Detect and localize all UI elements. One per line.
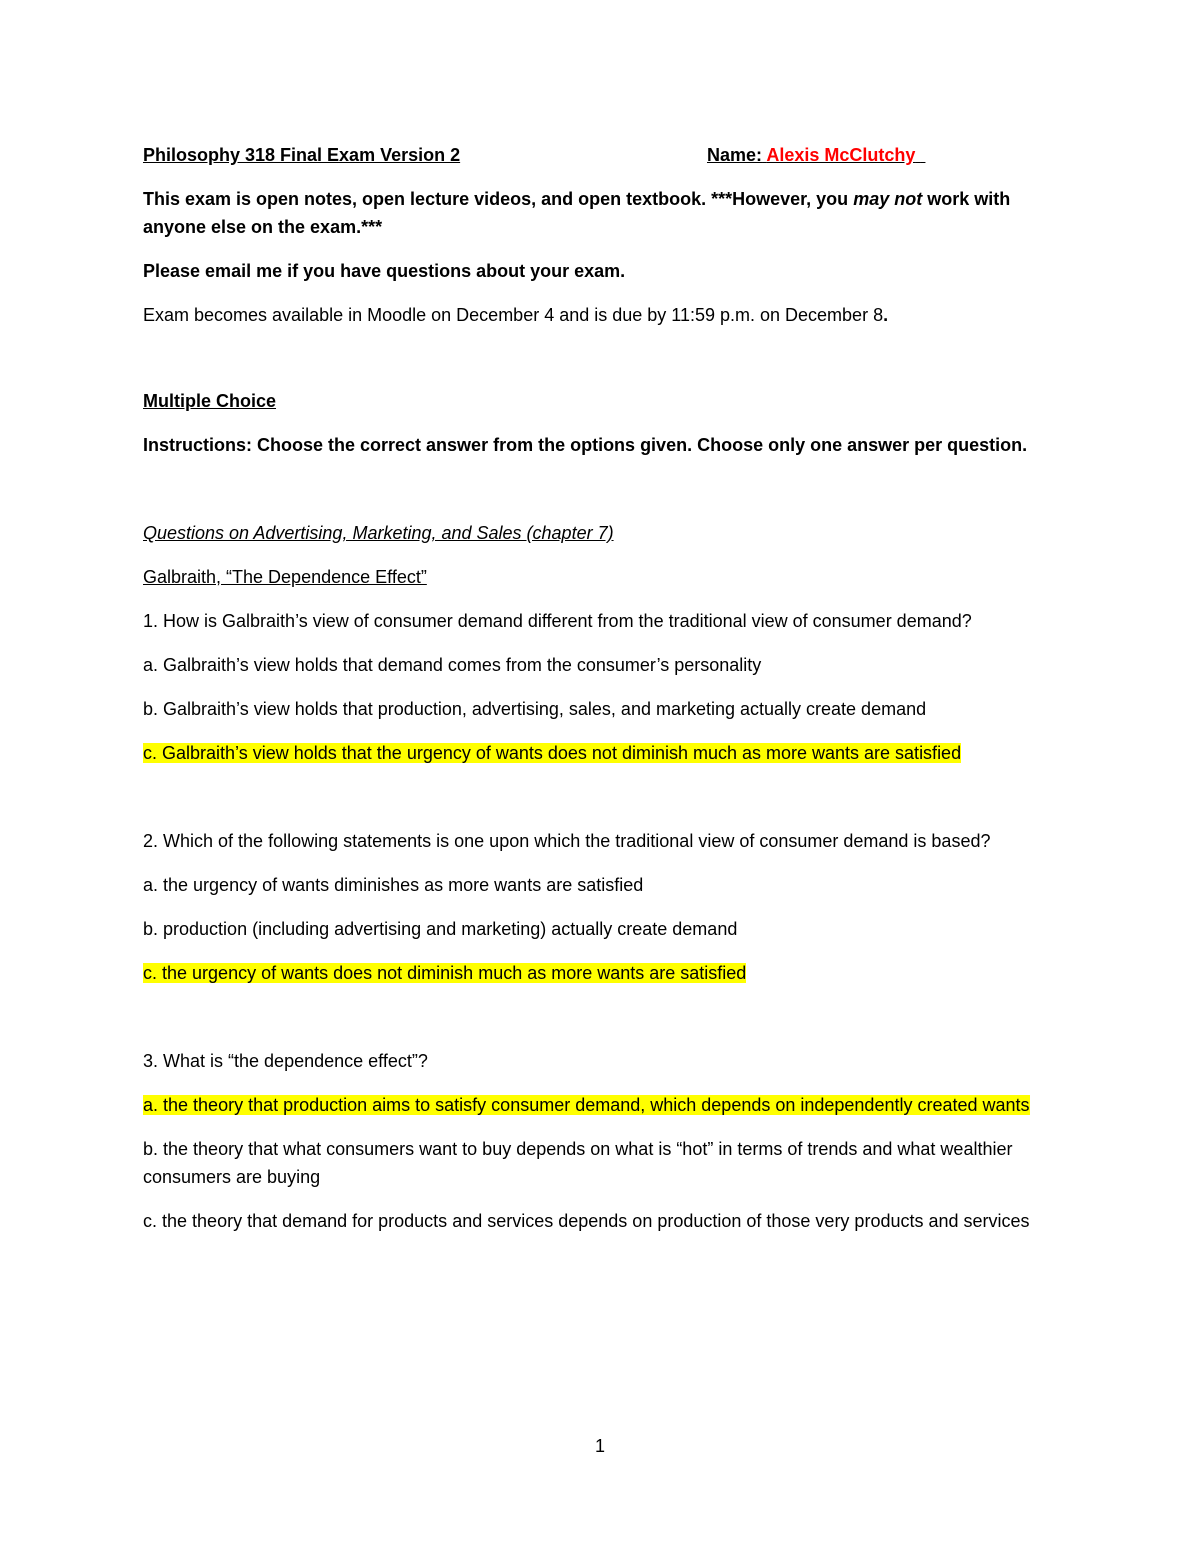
question-3-option-c: c. the theory that demand for products and services depends on production of those very products and services — [143, 1211, 1030, 1231]
question-2 — [143, 827, 1058, 987]
section-instructions: Instructions: Choose the correct answer from the options given. Choose only one answer per question. — [143, 435, 1028, 455]
selected-answer-highlight: a. the theory that production aims to satisfy consumer demand, which depends on independently created wants — [143, 1095, 1030, 1115]
question-2-option-b: b. production (including advertising and marketing) actually create demand — [143, 919, 738, 939]
intro-paragraph: This exam is open notes, open lecture videos, and open textbook. ***However, you may not work with anyone else on the exam.*** — [143, 189, 1011, 237]
question-1-option-a: a. Galbraith’s view holds that demand comes from the consumer’s personality — [143, 655, 762, 675]
availability-note: Exam becomes available in Moodle on December 4 and is due by 11:59 p.m. on December 8. — [143, 305, 889, 325]
document-body — [143, 141, 1058, 1235]
exam-title: Philosophy 318 Final Exam Version 2 — [143, 145, 461, 165]
question-2-option-a: a. the urgency of wants diminishes as more wants are satisfied — [143, 875, 644, 895]
question-3-option-b: b. the theory that what consumers want to buy depends on what is “hot” in terms of trends and what wealthier consumers are buying — [143, 1139, 1013, 1187]
question-1-prompt: 1. How is Galbraith’s view of consumer demand different from the traditional view of consumer demand? — [143, 611, 972, 631]
section-title: Multiple Choice — [143, 391, 277, 411]
exam-header — [143, 141, 1058, 169]
email-note: Please email me if you have questions about your exam. — [143, 261, 626, 281]
selected-answer-highlight: c. Galbraith’s view holds that the urgency of wants does not diminish much as more wants are satisfied — [143, 743, 962, 763]
page-number: 1 — [594, 1436, 605, 1456]
question-3-prompt: 3. What is “the dependence effect”? — [143, 1051, 428, 1071]
selected-answer-highlight: c. the urgency of wants does not diminish much as more wants are satisfied — [143, 963, 747, 983]
student-name: Alexis McClutchy — [766, 145, 916, 165]
question-1-option-b: b. Galbraith’s view holds that production, advertising, sales, and marketing actually create demand — [143, 699, 927, 719]
subsection-title: Questions on Advertising, Marketing, and Sales (chapter 7) — [143, 523, 614, 543]
student-name-line — [707, 141, 925, 169]
question-2-prompt: 2. Which of the following statements is one upon which the traditional view of consumer demand is based? — [143, 831, 991, 851]
question-3-option-a — [143, 1091, 1058, 1119]
question-1 — [143, 607, 1058, 767]
reading-title: Galbraith, “The Dependence Effect” — [143, 567, 427, 587]
name-label: Name: — [707, 145, 763, 165]
question-2-option-c — [143, 959, 1058, 987]
question-1-option-c — [143, 739, 1058, 767]
emphasis-may-not: may not — [853, 189, 923, 209]
question-3 — [143, 1047, 1058, 1235]
